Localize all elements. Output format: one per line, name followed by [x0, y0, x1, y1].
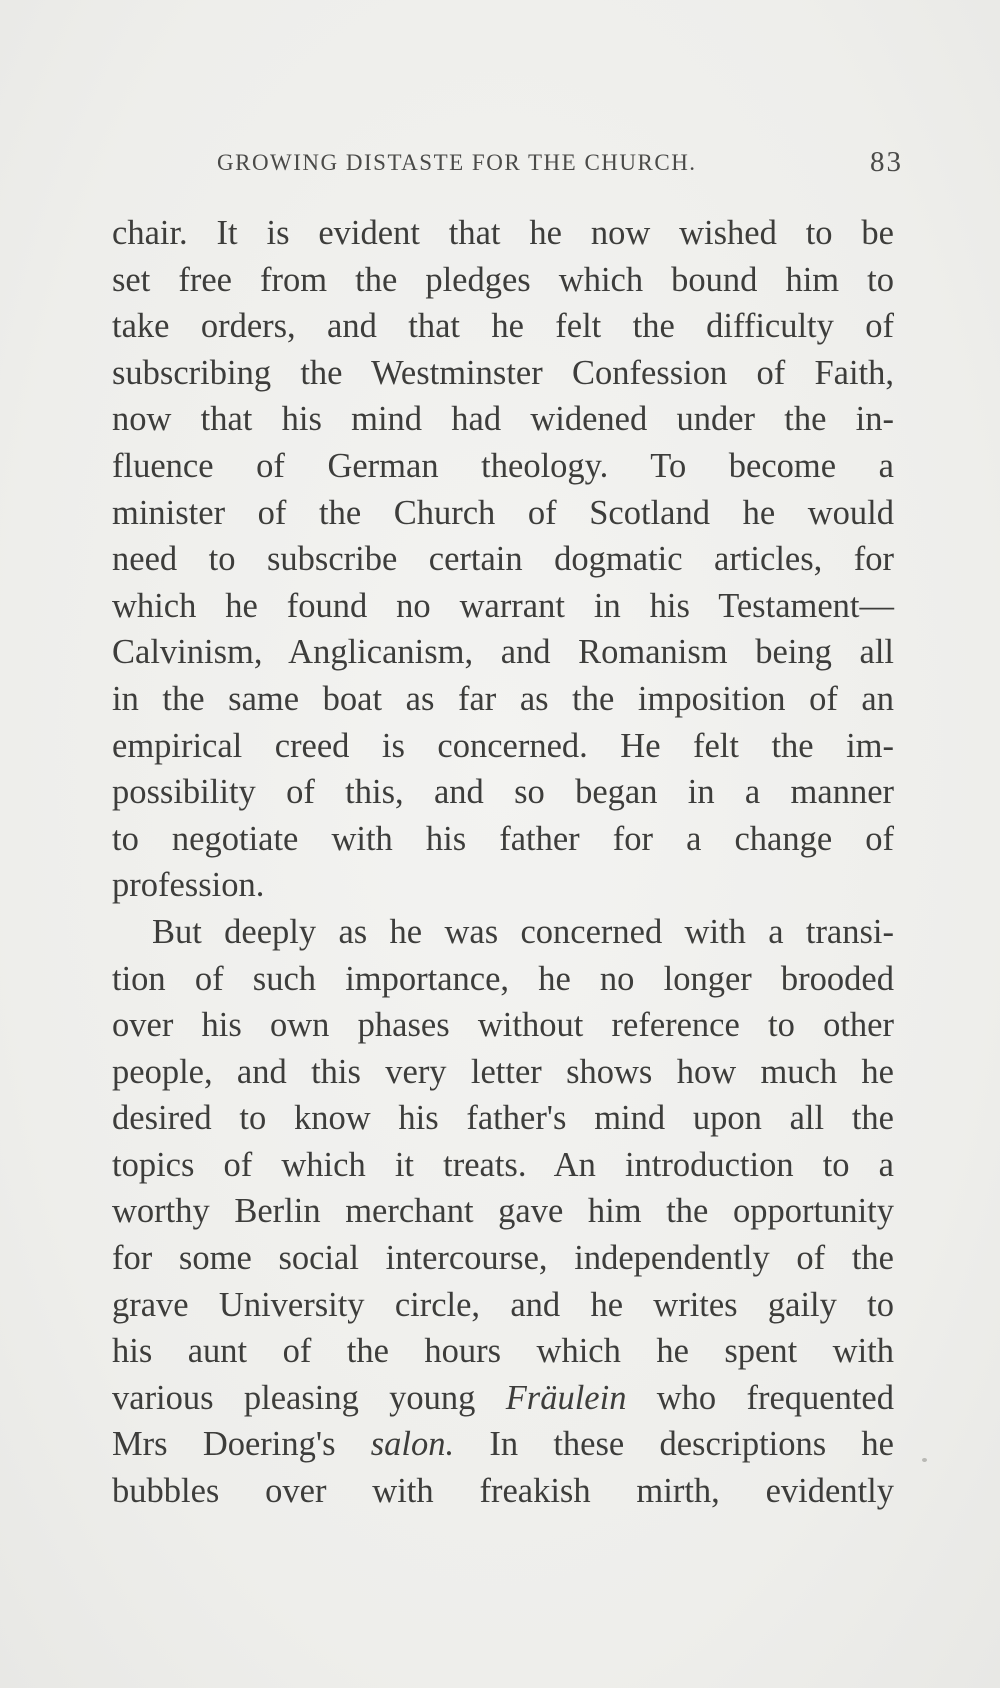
text-line: his aunt of the hours which he spent with: [112, 1332, 894, 1371]
text-line: [112, 1421, 894, 1468]
text-line: [112, 1375, 894, 1422]
text-line: to negotiate with his father for a change of: [112, 819, 894, 858]
text-line: in the same boat as far as the imposition of an: [112, 679, 894, 718]
text-run: who frequented: [626, 1378, 894, 1417]
text-line: grave University circle, and he writes gaily to: [112, 1285, 894, 1324]
running-title: GROWING DISTASTE FOR THE CHURCH.: [217, 150, 697, 175]
paper-speck: [922, 1458, 927, 1462]
page-number: 83: [870, 146, 903, 178]
text-run: Mrs Doering's: [112, 1425, 371, 1464]
text-line: minister of the Church of Scotland he would: [112, 493, 894, 532]
text-line: now that his mind had widened under the in-: [112, 400, 894, 439]
paragraph-2: [112, 909, 894, 1515]
text-line: for some social intercourse, independently of the: [112, 1239, 894, 1278]
text-line: profession.: [112, 866, 265, 905]
text-line: tion of such importance, he no longer brooded: [112, 959, 894, 998]
text-line: But deeply as he was concerned with a transi-: [152, 912, 894, 951]
text-line: over his own phases without reference to other: [112, 1006, 894, 1045]
text-line: people, and this very letter shows how much he: [112, 1052, 894, 1091]
text-line: desired to know his father's mind upon all the: [112, 1099, 894, 1138]
text-line: topics of which it treats. An introduction to a: [112, 1145, 894, 1184]
running-head: [117, 146, 903, 186]
italic-word: salon.: [370, 1425, 455, 1464]
text-line: Calvinism, Anglicanism, and Romanism being all: [112, 633, 894, 672]
paragraph-1: [112, 210, 894, 909]
body-text: [112, 210, 894, 1515]
text-run: In these descriptions he: [454, 1425, 894, 1464]
text-run: various pleasing young: [112, 1378, 506, 1417]
text-line: bubbles over with freakish mirth, evidently: [112, 1472, 894, 1511]
text-line: fluence of German theology. To become a: [112, 446, 894, 485]
italic-word: Fräulein: [505, 1378, 627, 1417]
text-line: empirical creed is concerned. He felt the im-: [112, 726, 894, 765]
text-line: possibility of this, and so began in a manner: [112, 773, 894, 812]
text-line: which he found no warrant in his Testament—: [112, 586, 894, 625]
text-line: set free from the pledges which bound him to: [112, 260, 894, 299]
text-line: need to subscribe certain dogmatic articles, for: [112, 540, 894, 579]
text-line: chair. It is evident that he now wished to be: [112, 214, 894, 252]
text-line: subscribing the Westminster Confession of Faith,: [112, 353, 894, 392]
text-line: take orders, and that he felt the difficulty of: [112, 307, 894, 346]
text-line: worthy Berlin merchant gave him the opportunity: [112, 1192, 894, 1231]
